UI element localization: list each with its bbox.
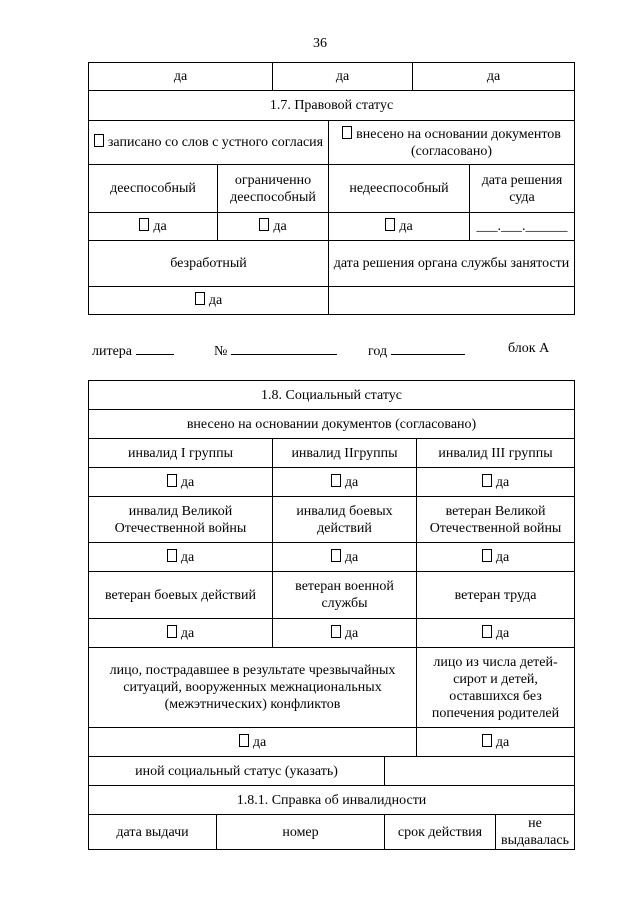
emergency-victim: лицо, пострадавшее в результате чрезвычайных ситуаций, вооруженных межнациональных (межэтнических) конфликтов	[89, 648, 417, 728]
year-field[interactable]	[368, 341, 465, 360]
table-row	[89, 497, 575, 543]
certificate-number-header: номер	[217, 815, 385, 850]
other-status-label: иной социальный статус (указать)	[89, 757, 385, 786]
emergency-victim-yes[interactable]	[89, 728, 417, 757]
table-row	[89, 543, 575, 572]
section-title-legal-status: 1.7. Правовой статус	[89, 91, 575, 121]
checkbox-icon[interactable]	[167, 474, 177, 487]
legal-status-table	[88, 62, 575, 315]
checkbox-icon[interactable]	[331, 549, 341, 562]
disabled-group-1: инвалид I группы	[89, 439, 273, 468]
yes-label: да	[273, 219, 287, 234]
not-issued-header: не выдавалась	[496, 815, 575, 850]
incapable-yes[interactable]	[329, 213, 470, 241]
yes-label: да	[344, 549, 359, 565]
ww2-disabled: инвалид Великой Отечественной войны	[89, 497, 273, 543]
table-row	[89, 468, 575, 497]
yes-label: да	[344, 474, 359, 490]
issue-date-header: дата выдачи	[89, 815, 217, 850]
checkbox-icon[interactable]	[331, 474, 341, 487]
unemployed-label: безработный	[89, 241, 329, 287]
checkbox-icon[interactable]	[482, 734, 492, 747]
employment-decision-date-label: дата решения органа службы занятости	[329, 241, 575, 287]
number-field[interactable]	[214, 341, 337, 360]
yes-label: да	[344, 625, 359, 641]
col-court-decision-date: дата решения суда	[470, 165, 575, 213]
col-capable: дееспособный	[89, 165, 218, 213]
table-row	[89, 63, 575, 91]
combat-disabled-yes[interactable]	[273, 543, 417, 572]
disabled-group-3-yes[interactable]	[417, 468, 575, 497]
option-oral-label: записано со слов с устного согласия	[107, 135, 324, 150]
capable-yes[interactable]	[89, 213, 218, 241]
table-row	[89, 757, 575, 786]
limited-yes[interactable]	[218, 213, 329, 241]
checkbox-icon[interactable]	[167, 549, 177, 562]
unemployed-yes[interactable]	[89, 287, 329, 315]
ww2-disabled-yes[interactable]	[89, 543, 273, 572]
table-row	[89, 165, 575, 213]
table-row	[89, 410, 575, 439]
checkbox-icon[interactable]	[482, 625, 492, 638]
section-title-social-status: 1.8. Социальный статус	[89, 381, 575, 410]
yes-label: да	[180, 474, 195, 490]
orphan-yes[interactable]	[417, 728, 575, 757]
combat-veteran: ветеран боевых действий	[89, 572, 273, 619]
combat-veteran-yes[interactable]	[89, 619, 273, 648]
option-documents[interactable]	[329, 121, 575, 165]
litera-line	[0, 341, 640, 359]
year-label: год	[368, 344, 388, 359]
yes-label: да	[180, 625, 195, 641]
table-row	[89, 121, 575, 165]
table-row	[89, 381, 575, 410]
table-row	[89, 439, 575, 468]
checkbox-icon[interactable]	[385, 218, 395, 231]
yes-label: да	[495, 474, 510, 490]
social-status-subtitle: внесено на основании документов (согласовано)	[89, 410, 575, 439]
combat-disabled: инвалид боевых действий	[273, 497, 417, 543]
orphan: лицо из числа детей-сирот и детей, оставшихся без попечения родителей	[417, 648, 575, 728]
table-row	[89, 213, 575, 241]
top-cell-2: да	[273, 63, 413, 91]
ww2-veteran: ветеран Великой Отечественной войны	[417, 497, 575, 543]
checkbox-icon[interactable]	[239, 734, 249, 747]
labor-veteran-yes[interactable]	[417, 619, 575, 648]
yes-label: да	[252, 734, 267, 750]
yes-label: да	[180, 549, 195, 565]
yes-label: да	[495, 625, 510, 641]
court-date-field[interactable]: ___.___.______	[470, 213, 575, 241]
yes-label: да	[208, 293, 223, 308]
checkbox-icon[interactable]	[331, 625, 341, 638]
checkbox-icon[interactable]	[482, 474, 492, 487]
yes-label: да	[153, 219, 167, 234]
litera-field[interactable]	[92, 341, 174, 360]
yes-label: да	[399, 219, 413, 234]
table-row	[89, 619, 575, 648]
checkbox-icon[interactable]	[139, 218, 149, 231]
number-label: №	[214, 344, 228, 359]
military-veteran: ветеран военной службы	[273, 572, 417, 619]
table-row	[89, 648, 575, 728]
yes-label: да	[495, 549, 510, 565]
yes-label: да	[495, 734, 510, 750]
social-status-table	[88, 380, 575, 850]
checkbox-icon[interactable]	[342, 126, 352, 139]
option-oral-consent[interactable]	[89, 121, 329, 165]
table-row	[89, 287, 575, 315]
disabled-group-2: инвалид IIгруппы	[273, 439, 417, 468]
table-row	[89, 728, 575, 757]
page-number: 36	[313, 36, 327, 51]
table-row	[89, 786, 575, 815]
top-cell-1: да	[89, 63, 273, 91]
block-label: блок А	[508, 341, 550, 356]
validity-header: срок действия	[385, 815, 496, 850]
other-status-field[interactable]	[385, 757, 575, 786]
checkbox-icon[interactable]	[167, 625, 177, 638]
top-cell-3: да	[413, 63, 575, 91]
table-row	[89, 241, 575, 287]
checkbox-icon[interactable]	[482, 549, 492, 562]
disability-certificate-title: 1.8.1. Справка об инвалидности	[89, 786, 575, 815]
litera-label: литера	[92, 344, 133, 359]
disabled-group-2-yes[interactable]	[273, 468, 417, 497]
table-row	[89, 91, 575, 121]
labor-veteran: ветеран труда	[417, 572, 575, 619]
disabled-group-1-yes[interactable]	[89, 468, 273, 497]
ww2-veteran-yes[interactable]	[417, 543, 575, 572]
col-incapable: недееспособный	[329, 165, 470, 213]
col-limited-capacity: ограниченно дееспособный	[218, 165, 329, 213]
checkbox-icon[interactable]	[259, 218, 269, 231]
disabled-group-3: инвалид III группы	[417, 439, 575, 468]
table-row	[89, 572, 575, 619]
option-documents-label: внесено на основании документов (согласовано)	[356, 126, 561, 159]
checkbox-icon[interactable]	[195, 292, 205, 305]
table-row	[89, 815, 575, 850]
military-veteran-yes[interactable]	[273, 619, 417, 648]
checkbox-icon[interactable]	[94, 134, 104, 147]
employment-decision-date-field[interactable]	[329, 287, 575, 315]
